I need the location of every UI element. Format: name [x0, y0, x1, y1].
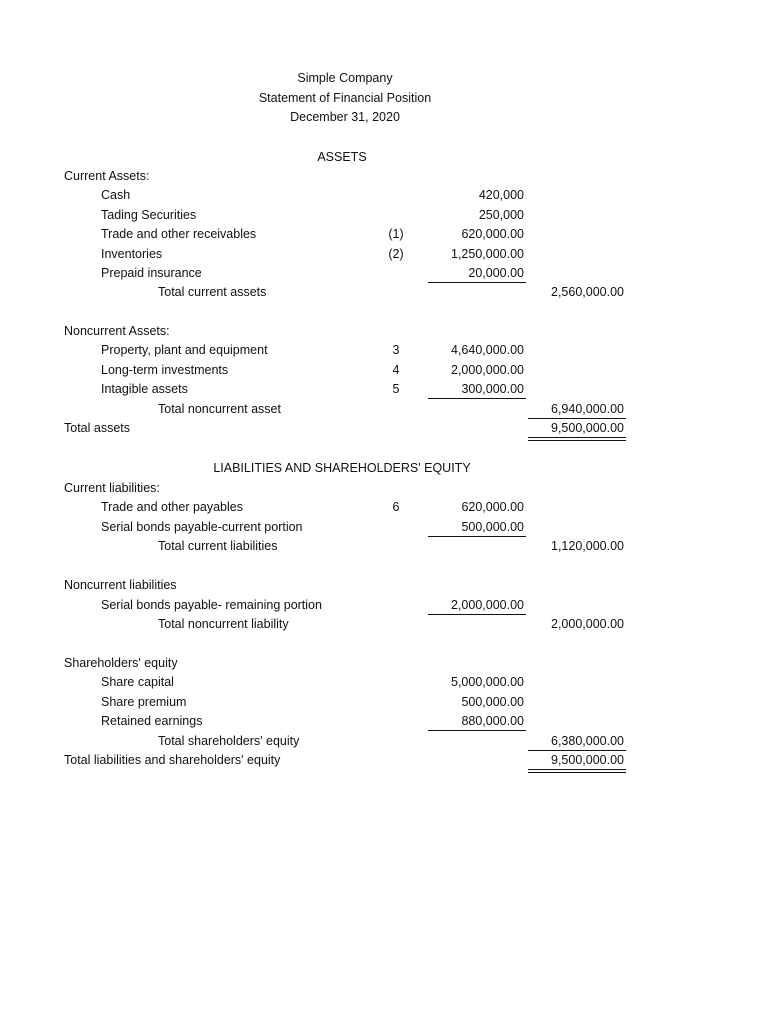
statement-title: Statement of Financial Position [258, 91, 432, 105]
line-item-amount: 620,000.00 [461, 500, 524, 514]
line-item-label: Inventories [101, 247, 163, 261]
line-item-label: Retained earnings [101, 714, 203, 728]
assets-heading: ASSETS [317, 150, 367, 164]
line-item-label: Serial bonds payable- remaining portion [101, 598, 322, 612]
total-current-assets-amount: 2,560,000.00 [551, 285, 624, 299]
total-noncurrent-liability-amount: 2,000,000.00 [551, 617, 624, 631]
line-item-label: Intagible assets [101, 382, 188, 396]
current-assets-heading: Current Assets: [64, 169, 150, 183]
subtotal-rule [528, 418, 626, 419]
line-item-amount: 500,000.00 [461, 520, 524, 534]
total-shareholders-equity-label: Total shareholders' equity [158, 734, 300, 748]
double-underline [528, 440, 626, 441]
total-noncurrent-assets-amount: 6,940,000.00 [551, 402, 624, 416]
subtotal-rule [428, 398, 526, 399]
total-liabilities-equity-amount: 9,500,000.00 [551, 753, 624, 767]
line-item-note: 6 [392, 500, 400, 514]
subtotal-rule [428, 282, 526, 283]
line-item-label: Prepaid insurance [101, 266, 202, 280]
subtotal-rule [428, 730, 526, 731]
line-item-label: Share capital [101, 675, 174, 689]
subtotal-rule [428, 536, 526, 537]
line-item-amount: 420,000 [478, 188, 524, 202]
total-current-liabilities-amount: 1,120,000.00 [551, 539, 624, 553]
subtotal-rule [528, 750, 626, 751]
line-item-amount: 620,000.00 [461, 227, 524, 241]
total-liabilities-equity-label: Total liabilities and shareholders' equity [64, 753, 281, 767]
total-noncurrent-assets-label: Total noncurrent asset [158, 402, 281, 416]
line-item-note: 5 [392, 382, 400, 396]
line-item-amount: 20,000.00 [468, 266, 524, 280]
double-underline [528, 772, 626, 773]
line-item-note: (1) [388, 227, 404, 241]
total-current-liabilities-label: Total current liabilities [158, 539, 278, 553]
double-underline [528, 769, 626, 770]
line-item-label: Trade and other receivables [101, 227, 257, 241]
line-item-note: 3 [392, 343, 400, 357]
total-assets-amount: 9,500,000.00 [551, 421, 624, 435]
line-item-amount: 2,000,000.00 [451, 363, 524, 377]
line-item-amount: 4,640,000.00 [451, 343, 524, 357]
line-item-amount: 250,000 [478, 208, 524, 222]
line-item-label: Tading Securities [101, 208, 197, 222]
line-item-label: Trade and other payables [101, 500, 243, 514]
double-underline [528, 437, 626, 438]
total-shareholders-equity-amount: 6,380,000.00 [551, 734, 624, 748]
shareholders-equity-heading: Shareholders' equity [64, 656, 178, 670]
current-liabilities-heading: Current liabilities: [64, 481, 160, 495]
line-item-label: Cash [101, 188, 131, 202]
total-assets-label: Total assets [64, 421, 131, 435]
line-item-note: (2) [388, 247, 404, 261]
noncurrent-assets-heading: Noncurrent Assets: [64, 324, 170, 338]
statement-date: December 31, 2020 [290, 110, 400, 124]
line-item-amount: 500,000.00 [461, 695, 524, 709]
line-item-amount: 1,250,000.00 [451, 247, 524, 261]
line-item-label: Share premium [101, 695, 187, 709]
noncurrent-liabilities-heading: Noncurrent liabilities [64, 578, 177, 592]
line-item-note: 4 [392, 363, 400, 377]
line-item-label: Serial bonds payable-current portion [101, 520, 303, 534]
line-item-amount: 880,000.00 [461, 714, 524, 728]
total-noncurrent-liability-label: Total noncurrent liability [158, 617, 289, 631]
line-item-label: Long-term investments [101, 363, 229, 377]
total-current-assets-label: Total current assets [158, 285, 267, 299]
line-item-amount: 300,000.00 [461, 382, 524, 396]
line-item-amount: 2,000,000.00 [451, 598, 524, 612]
subtotal-rule [428, 614, 526, 615]
company-name: Simple Company [297, 71, 393, 85]
line-item-amount: 5,000,000.00 [451, 675, 524, 689]
line-item-label: Property, plant and equipment [101, 343, 268, 357]
liabilities-equity-heading: LIABILITIES AND SHAREHOLDERS' EQUITY [213, 461, 471, 475]
